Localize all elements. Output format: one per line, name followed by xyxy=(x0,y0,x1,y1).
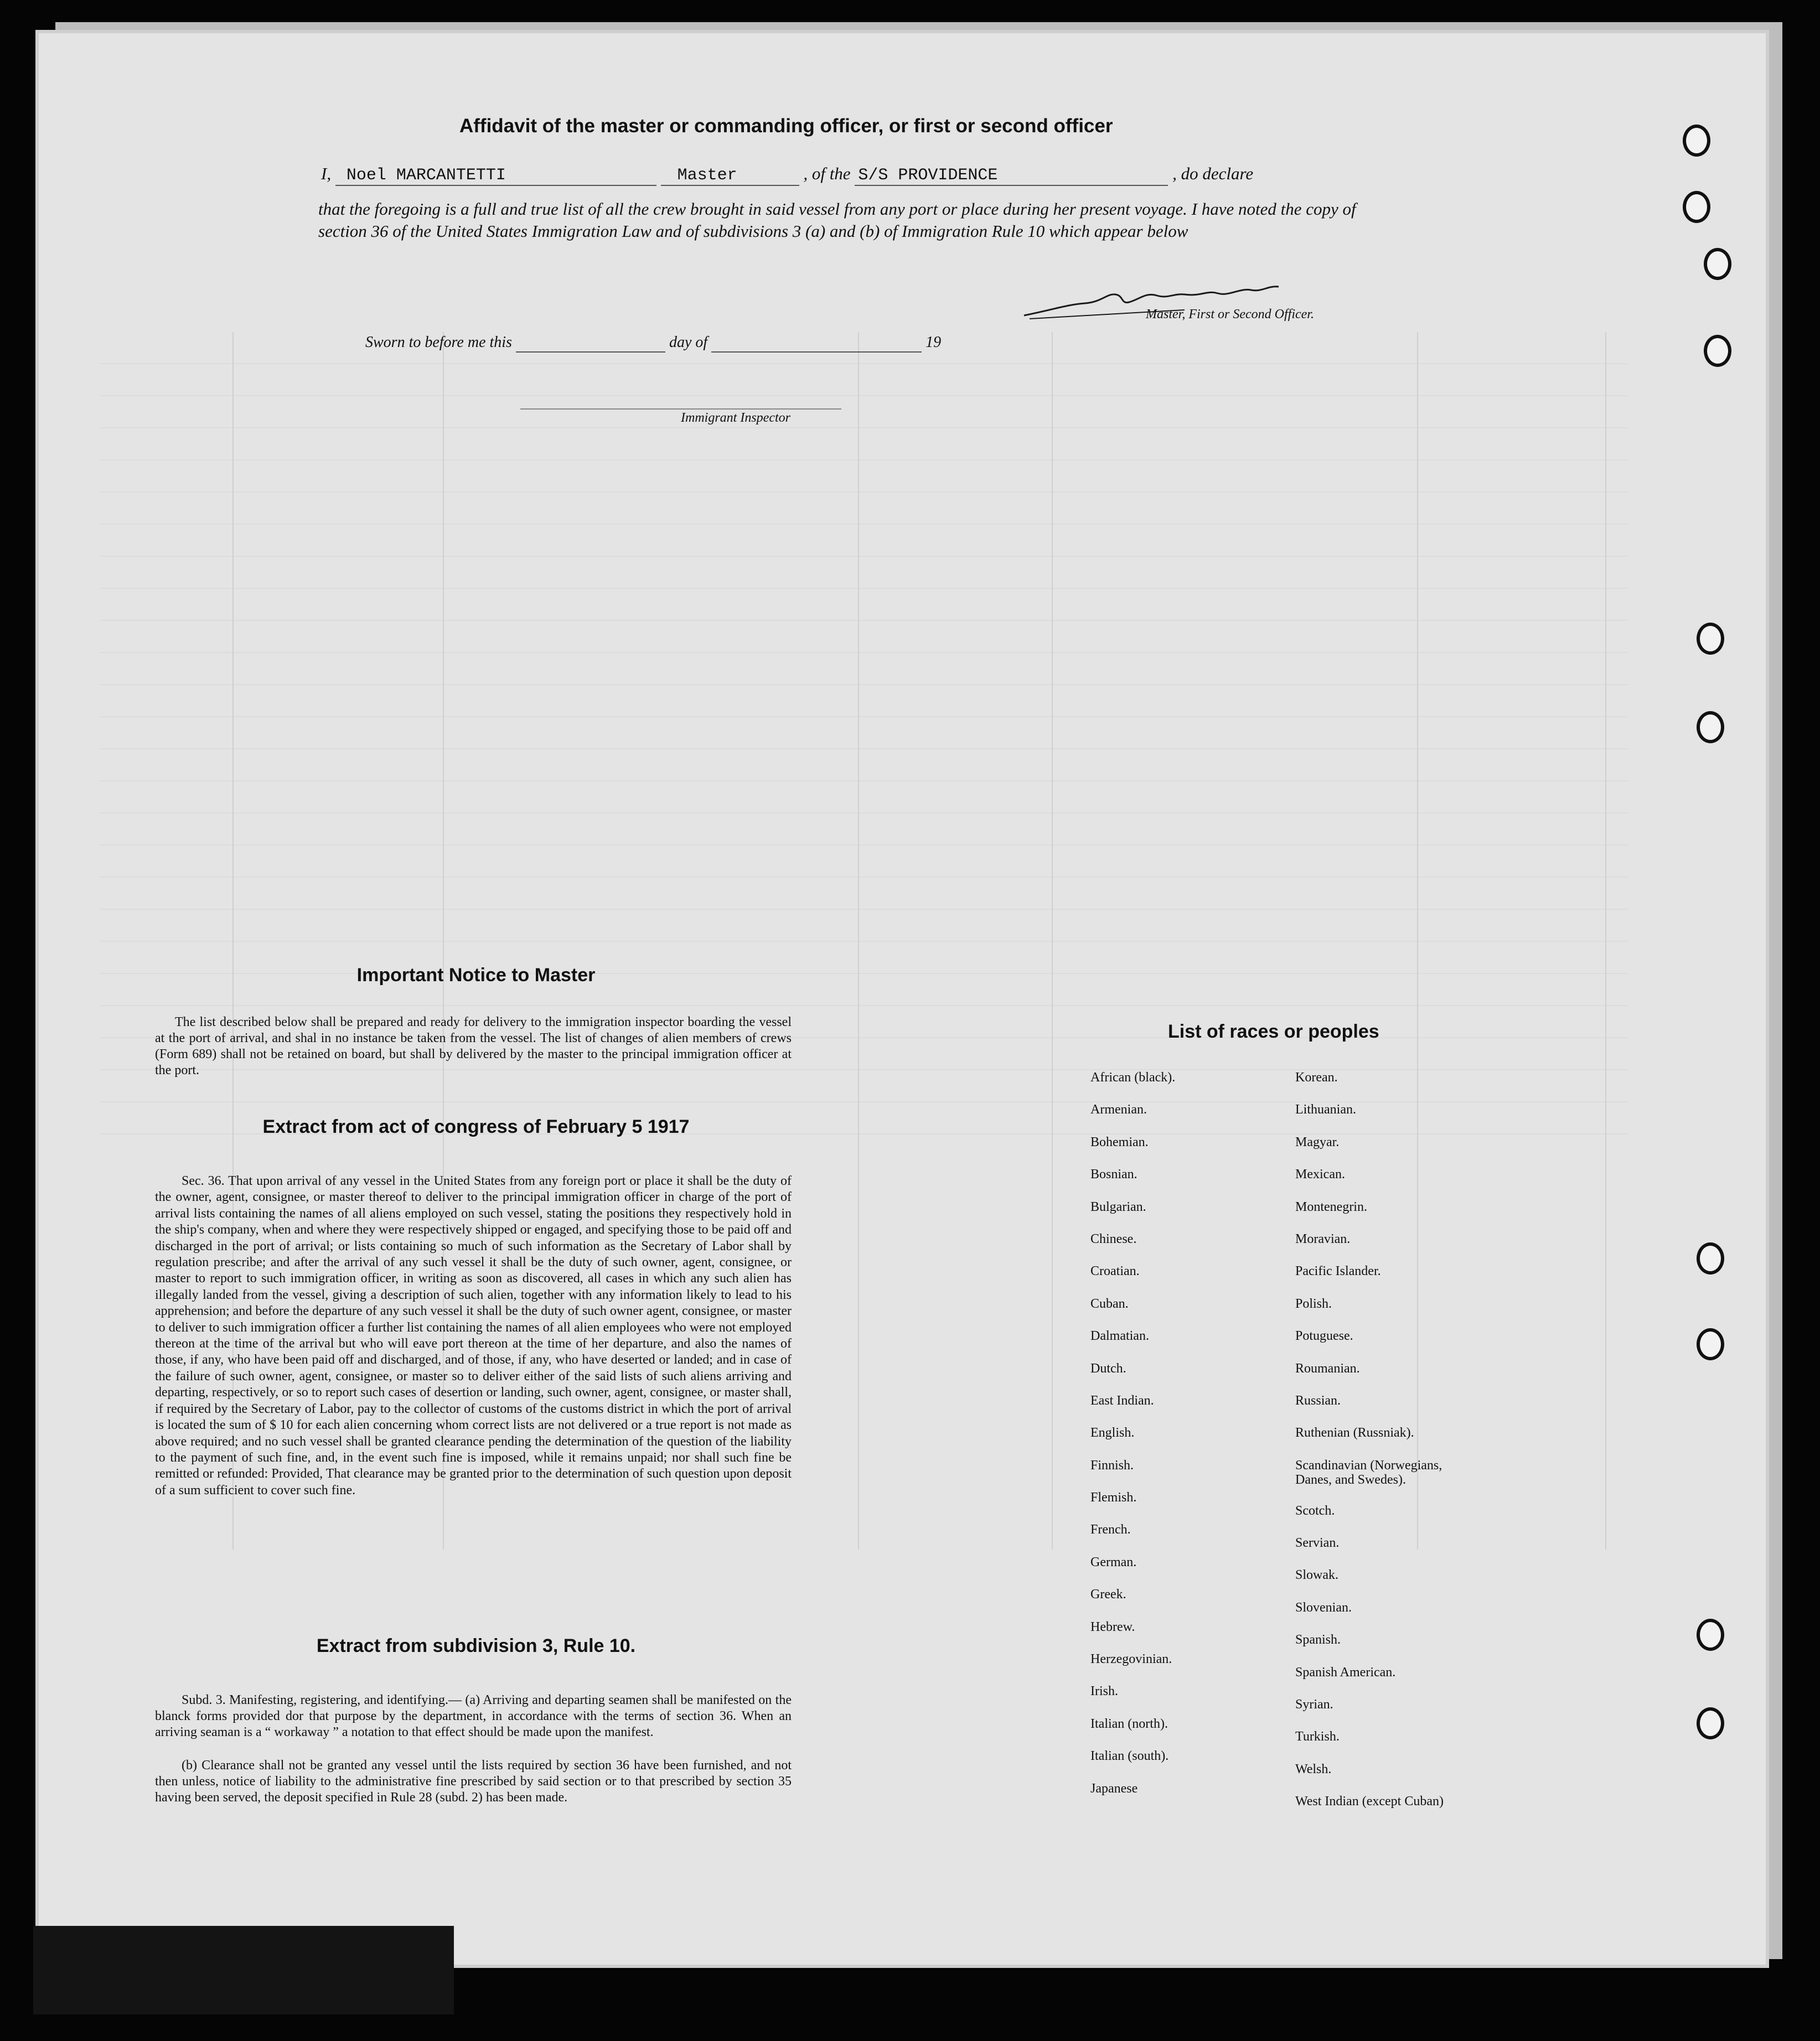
race-item: Armenian. xyxy=(1090,1102,1147,1117)
rule-extract-text-a: Subd. 3. Manifesting, registering, and identifying.— (a) Arriving and departing seamen shall be manifested on the blanck forms provided dor that purpose by the department, in accordance with the terms of section 36. When an arriving seaman is a “ workaway ” a notation to that effect should be made upon the manifest. xyxy=(155,1693,792,1739)
act-extract-text: Sec. 36. That upon arrival of any vessel in the United States from any foreign port or place it shall be the duty of the owner, agent, consignee, or master thereof to deliver to the principal immigration officer in charge of the port of arrival lists containing the names of all aliens employed on such vessel, stating the positions they respectively hold in the ship's company, when and where they were respectively shipped or engaged, and specifying those to be paid off and discharged in the port of arrival; or lists containing so much of such information as the Secretary of Labor shall by regulation prescribe; and after the arrival of any such vessel it shall be the duty of such owner, agent, consignee, or master to report to such immigration officer, in writing as soon as discovered, all cases in which any such alien has illegally landed from the vessel, giving a description of such alien, together with any information likely to lead to his apprehension; and before the departure of any such vessel it shall be the duty of such owner agent, consignee, or master to deliver to such immigration officer a further list containing the names of all alien employees who were not employed thereon at the time of the arrival but who will eave port thereon at the time of her departure, and also the names of those, if any, who have been paid off and discharged, and of those, if any, who have deserted or landed; and in case of the failure of such owner, agent, consignee, or master so to deliver either of the said lists of such aliens arriving and departing, respectively, or so to report such cases of desertion or landing, such owner, agent, consignee, or master shall, if required by the Secretary of Labor, pay to the collector of customs of the customs district in which the port of arrival is located the sum of $ 10 for each alien concerning whom correct lists are not delivered or a true report is not made as above required; and no such vessel shall be granted clearance pending the determination of the question of the liability to the payment of such fine, and, in the event such fine is imposed, while it remains unpaid; nor shall such fine be remitted or refunded: Provided, That clearance may be granted prior to the determination of such question upon deposit of a sum sufficient to cover such fine. xyxy=(155,1174,792,1498)
bleed-through-rule xyxy=(858,332,859,1550)
sworn-month-blank xyxy=(711,334,922,353)
sworn-label: Sworn to before me this xyxy=(365,334,512,351)
master-name-field: Noel MARCANTETTI xyxy=(335,166,656,186)
race-item: Ruthenian (Russniak). xyxy=(1295,1426,1414,1441)
affidavit-title: Affidavit of the master or commanding officer, or first or second officer xyxy=(459,115,1113,137)
vessel-field: S/S PROVIDENCE xyxy=(855,166,1168,186)
punch-hole xyxy=(1683,125,1710,157)
race-item: Bulgarian. xyxy=(1090,1199,1146,1214)
punch-hole xyxy=(1697,1707,1724,1739)
sworn-day-blank xyxy=(516,334,665,353)
punch-hole xyxy=(1697,1242,1724,1275)
race-item: German. xyxy=(1090,1555,1137,1569)
inspector-signature-line xyxy=(520,408,841,410)
race-item: West Indian (except Cuban) xyxy=(1295,1794,1444,1809)
race-item: Japanese xyxy=(1090,1781,1138,1796)
sworn-line xyxy=(365,334,941,353)
affidavit-statement: that the foregoing is a full and true list of all the crew brought in said vessel from any port or place during her present voyage. I have noted the copy of section 36 of the United States Immigration Law and of subdivisions 3 (a) and (b) of Immigration Rule 10 which appear below xyxy=(318,199,1356,241)
race-item: Potuguese. xyxy=(1295,1329,1353,1344)
race-item: Dalmatian. xyxy=(1090,1329,1149,1344)
year-label: 19 xyxy=(925,334,942,351)
punch-hole xyxy=(1697,623,1724,655)
race-item: Cuban. xyxy=(1090,1296,1129,1311)
races-title: List of races or peoples xyxy=(1168,1021,1379,1042)
race-item: Bosnian. xyxy=(1090,1167,1138,1182)
day-of-label: day of xyxy=(669,334,708,351)
race-item: Turkish. xyxy=(1295,1729,1340,1744)
race-item: Welsh. xyxy=(1295,1762,1332,1776)
i-label: I, xyxy=(321,164,332,183)
punch-hole xyxy=(1697,1328,1724,1360)
race-item: Irish. xyxy=(1090,1684,1118,1699)
race-item: Montenegrin. xyxy=(1295,1199,1367,1214)
race-item: Roumanian. xyxy=(1295,1361,1360,1376)
rule-extract-text-b: (b) Clearance shall not be granted any vessel until the lists required by section 36 have been furnished, and not then unless, notice of liability to the administrative fine prescribed by said section or to that prescribed by section 35 having been served, the deposit specified in Rule 28 (subd. 2) has been made. xyxy=(155,1758,792,1805)
race-item: Mexican. xyxy=(1295,1167,1345,1182)
race-item: Chinese. xyxy=(1090,1231,1137,1246)
race-item: Dutch. xyxy=(1090,1361,1126,1376)
race-item: French. xyxy=(1090,1522,1131,1537)
rank-field: Master xyxy=(661,166,799,186)
race-item: Italian (north). xyxy=(1090,1716,1168,1731)
race-item: Spanish American. xyxy=(1295,1665,1396,1680)
race-item: Syrian. xyxy=(1295,1697,1333,1712)
punch-hole xyxy=(1683,191,1710,223)
races-left-column xyxy=(1090,1070,1175,1814)
race-item: Korean. xyxy=(1295,1070,1338,1085)
race-item: Servian. xyxy=(1295,1536,1340,1551)
inspector-label: Immigrant Inspector xyxy=(681,411,790,425)
rule-extract-title: Extract from subdivision 3, Rule 10. xyxy=(316,1635,636,1656)
race-item: Croatian. xyxy=(1090,1264,1140,1279)
race-item: Herzegovinian. xyxy=(1090,1652,1172,1667)
signature-caption: Master, First or Second Officer. xyxy=(1146,307,1314,322)
race-item: Flemish. xyxy=(1090,1490,1137,1505)
punch-hole xyxy=(1697,1619,1724,1651)
race-item: Scotch. xyxy=(1295,1503,1335,1518)
race-item: Moravian. xyxy=(1295,1231,1351,1246)
race-item: Lithuanian. xyxy=(1295,1102,1356,1117)
race-item: Polish. xyxy=(1295,1296,1332,1311)
page-edge-scrap xyxy=(33,1926,454,2014)
punch-hole xyxy=(1704,248,1731,280)
race-item: English. xyxy=(1090,1426,1135,1441)
race-item: Spanish. xyxy=(1295,1633,1341,1648)
race-item: African (black). xyxy=(1090,1070,1176,1085)
race-item: Slovenian. xyxy=(1295,1600,1352,1615)
do-declare-label: , do declare xyxy=(1172,164,1254,183)
bleed-through-rule xyxy=(1052,332,1053,1550)
of-the-label: , of the xyxy=(803,164,851,183)
race-item: Slowak. xyxy=(1295,1568,1338,1583)
race-item: Bohemian. xyxy=(1090,1135,1149,1149)
race-item: Finnish. xyxy=(1090,1458,1134,1473)
races-right-column xyxy=(1295,1070,1472,1827)
notice-title: Important Notice to Master xyxy=(356,965,596,986)
race-item: Magyar. xyxy=(1295,1135,1340,1149)
bleed-through-rule xyxy=(1605,332,1606,1550)
declaration-line xyxy=(321,164,1253,186)
race-item: Italian (south). xyxy=(1090,1749,1169,1764)
notice-text: The list described below shall be prepared and ready for delivery to the immigration inspector boarding the vessel at the port of arrival, and shal in no instance be taken from the vessel. The list of changes of alien members of crews (Form 689) shall not be retained on board, but shall by delivered by the master to the principal immigration officer at the port. xyxy=(155,1015,792,1078)
punch-hole xyxy=(1704,335,1731,367)
race-item: East Indian. xyxy=(1090,1393,1154,1408)
punch-hole xyxy=(1697,711,1724,743)
race-item: Scandinavian (Norwegians, Danes, and Swedes). xyxy=(1295,1458,1442,1487)
race-item: Russian. xyxy=(1295,1393,1341,1408)
race-item: Pacific Islander. xyxy=(1295,1264,1381,1279)
race-item: Hebrew. xyxy=(1090,1619,1135,1634)
race-item: Greek. xyxy=(1090,1587,1126,1602)
act-extract-title: Extract from act of congress of February 5 1917 xyxy=(262,1116,690,1137)
